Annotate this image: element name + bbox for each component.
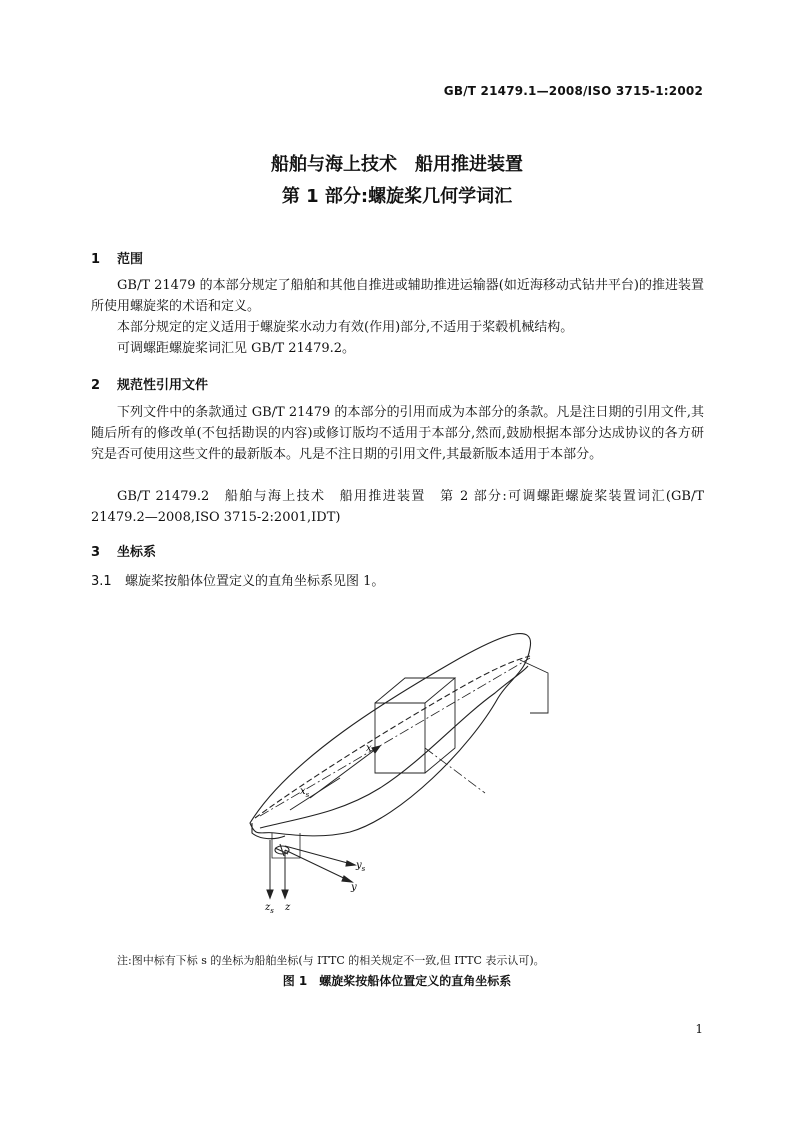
- section-2-heading: [91, 374, 208, 393]
- reference-box-top: [375, 678, 455, 703]
- section-title: 范围: [117, 252, 144, 267]
- ys-axis-arrow: [346, 861, 355, 866]
- ys-label-main: y: [356, 860, 362, 871]
- centerline-2: [425, 748, 485, 793]
- subsection-text: 螺旋桨按船体位置定义的直角坐标系见图 1。: [125, 574, 385, 589]
- section-title: 坐标系: [117, 545, 157, 560]
- page-number: 1: [695, 1022, 703, 1036]
- section-title: 规范性引用文件: [117, 378, 209, 393]
- hull-coordinate-figure: [230, 618, 560, 918]
- figure-caption: 图 1 螺旋桨按船体位置定义的直角坐标系: [282, 974, 512, 988]
- section-number: 3: [91, 545, 101, 560]
- section-3-heading: [91, 541, 156, 560]
- zs-axis-label: [264, 902, 274, 915]
- section-1-paragraph-3: 可调螺距螺旋桨词汇见 GB/T 21479.2。: [117, 341, 356, 356]
- section-number: 1: [91, 252, 101, 267]
- figure-note: 注:图中标有下标 s 的坐标为船舶坐标(与 ITTC 的相关规定不一致,但 ITTC 表示认可)。: [117, 954, 545, 967]
- stern-box: [520, 660, 548, 713]
- hub-box: [272, 833, 300, 858]
- reference-box-front: [375, 703, 425, 773]
- subsection-3-1: [91, 570, 384, 589]
- section-2-paragraph-2: GB/T 21479.2 船舶与海上技术 船用推进装置 第 2 部分:可调螺距螺旋桨装置词汇(GB/T 21479.2—2008,ISO 3715-2:2001,IDT): [91, 489, 704, 525]
- ys-label-sub: s: [361, 865, 366, 873]
- standard-code: GB/T 21479.1—2008/ISO 3715-1:2002: [443, 84, 703, 98]
- section-1-paragraph-2: 本部分规定的定义适用于螺旋桨水动力有效(作用)部分,不适用于桨毂机械结构。: [117, 320, 574, 335]
- x-axis-label: x: [366, 743, 372, 754]
- section-1-heading: [91, 248, 143, 267]
- stern-skeg: [252, 823, 285, 839]
- z-axis-label: z: [285, 902, 291, 913]
- xs-label-sub: s: [305, 791, 310, 799]
- section-number: 2: [91, 378, 101, 393]
- subsection-number: 3.1: [91, 574, 112, 589]
- y-axis-label: y: [351, 882, 357, 893]
- hull-waterline: [255, 656, 530, 818]
- zs-label-main: z: [265, 902, 271, 913]
- zs-axis-arrow: [267, 890, 273, 898]
- z-axis-arrow: [282, 890, 288, 898]
- hull-outline: [250, 634, 531, 836]
- x-axis-arrow: [372, 746, 380, 753]
- document-title-line-2: 第 1 部分:螺旋桨几何学词汇: [281, 186, 513, 207]
- zs-label-sub: s: [270, 907, 274, 915]
- ys-axis-label: [355, 860, 366, 873]
- xs-label-main: x: [300, 786, 306, 797]
- section-1-paragraph-1: GB/T 21479 的本部分规定了船舶和其他自推进或辅助推进运输器(如近海移动式钻井平台)的推进装置所使用螺旋桨的术语和定义。: [91, 278, 704, 314]
- section-2-paragraph-1: 下列文件中的条款通过 GB/T 21479 的本部分的引用而成为本部分的条款。凡是注日期的引用文件,其随后所有的修改单(不包括勘误的内容)或修订版均不适用于本部分,然而,鼓励根据本部分达成协议的各方研究是否可使用这些文件的最新版本。凡是不注日期的引用文件,其最新版本适用于本部分。: [91, 405, 704, 462]
- document-title-line-1: 船舶与海上技术 船用推进装置: [271, 154, 523, 175]
